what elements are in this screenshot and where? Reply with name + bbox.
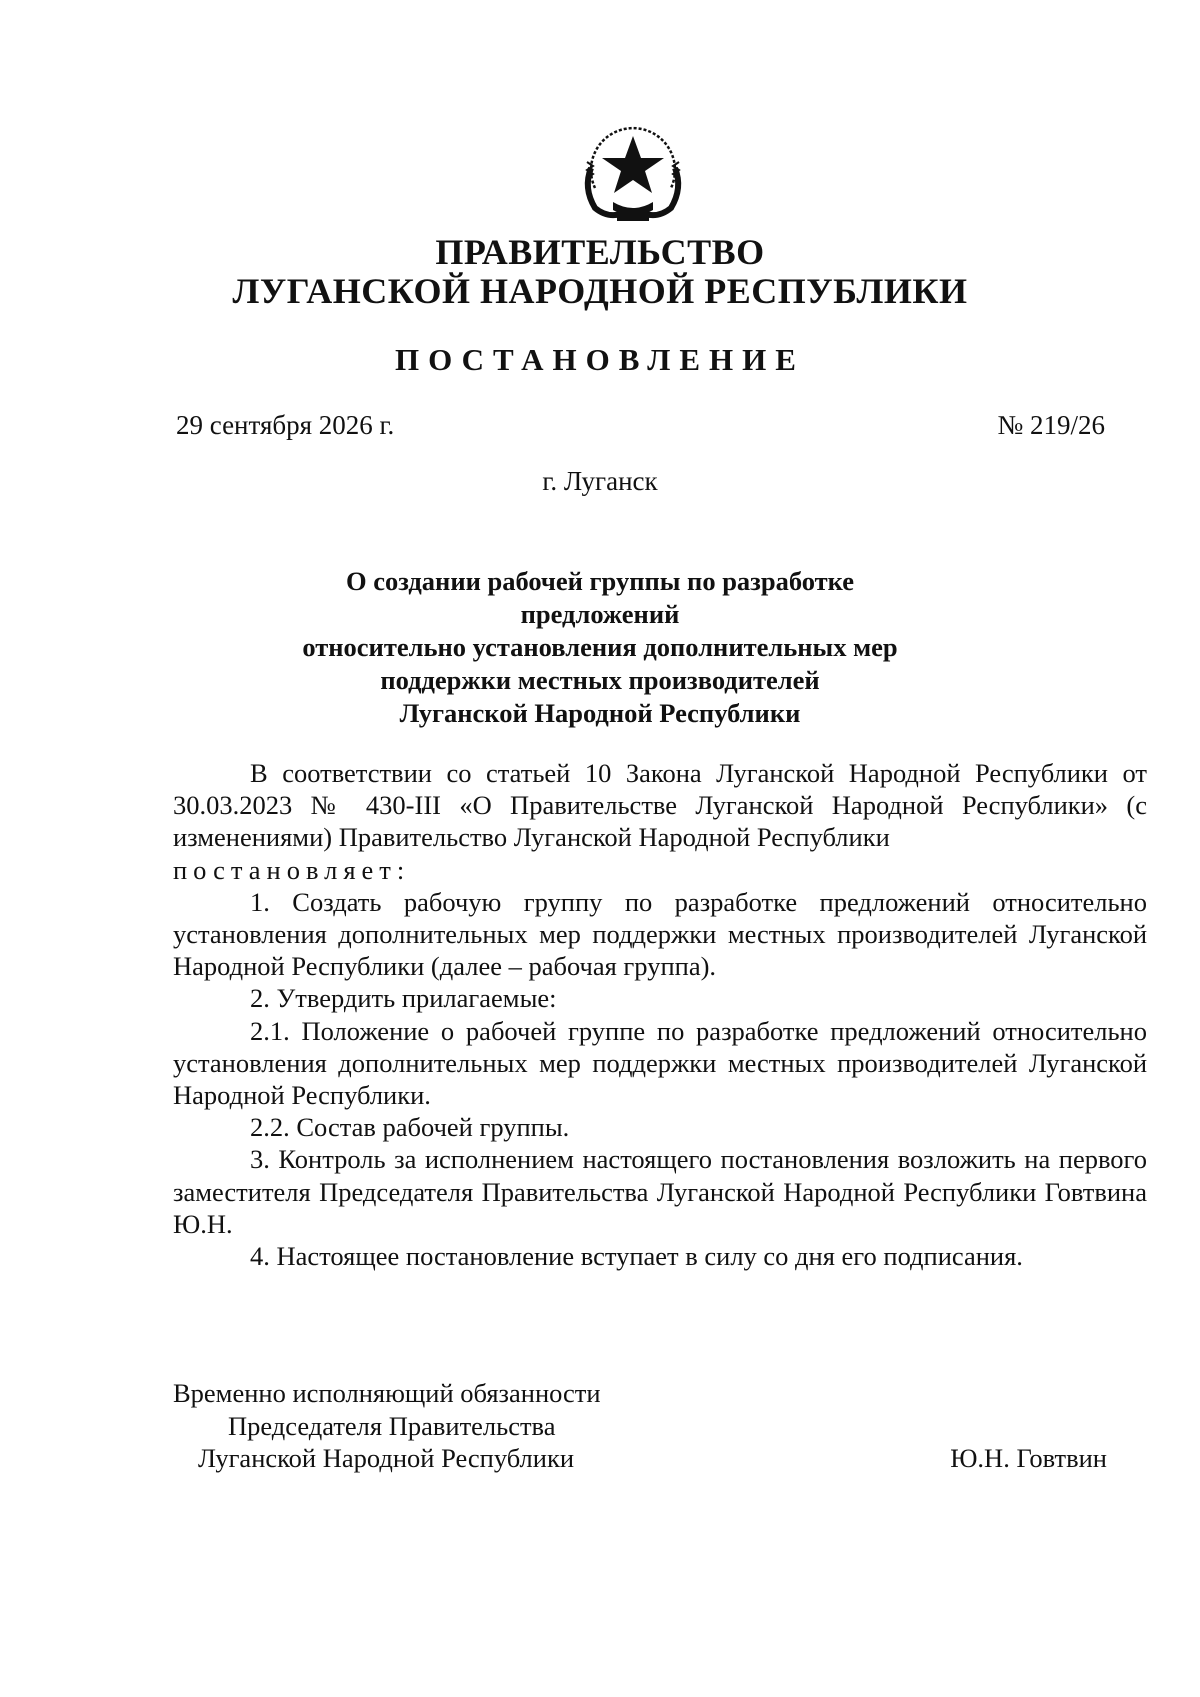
document-number: № 219/26 [997, 410, 1105, 440]
item-3: 3. Контроль за исполнением настоящего постановления возложить на первого заместителя Председателя Правительства Луганской Народной Республики Говтвина Ю.Н. [173, 1144, 1147, 1239]
decree-word: постановляет: [173, 854, 411, 885]
item-2-2: 2.2. Состав рабочей группы. [250, 1112, 570, 1143]
document-subject [270, 565, 930, 730]
signatory-position-line: Луганской Народной Республики [198, 1443, 575, 1473]
preamble-paragraph: В соответствии со статьей 10 Закона Луганской Народной Республики от 30.03.2023 № 430-III «О Правительстве Луганской Народной Республики» (с изменениями) Правительство Луганской Народной Республики [173, 758, 1147, 853]
document-body [173, 757, 1147, 1272]
item-1: 1. Создать рабочую группу по разработке предложений относительно установления дополнительных мер поддержки местных производителей Луганской Народной Республики (далее – рабочая группа). [173, 886, 1147, 982]
subject-line: относительно установления дополнительных мер [302, 632, 898, 662]
signatory-position [173, 1377, 601, 1475]
document-date: 29 сентября 2026 г. [176, 410, 395, 440]
signatory-name: Ю.Н. Говтвин [950, 1443, 1107, 1473]
item-4: 4. Настоящее постановление вступает в силу со дня его подписания. [250, 1241, 1023, 1272]
signatory-position-line: Временно исполняющий обязанности [173, 1378, 601, 1408]
government-name-line2: ЛУГАНСКОЙ НАРОДНОЙ РЕСПУБЛИКИ [232, 271, 968, 311]
document-city: г. Луганск [542, 466, 658, 496]
subject-line: Луганской Народной Республики [399, 698, 801, 728]
signatory-position-line: Председателя Правительства [228, 1410, 556, 1441]
subject-line: поддержки местных производителей [380, 665, 820, 695]
item-2: 2. Утвердить прилагаемые: [250, 983, 557, 1014]
item-2-1: 2.1. Положение о рабочей группе по разработке предложений относительно установления дополнительных мер поддержки местных производителей Луганской Народной Республики. [173, 1015, 1147, 1111]
coat-of-arms-emblem-icon [573, 118, 693, 226]
subject-line: О создании рабочей группы по разработке предложений [345, 566, 855, 629]
government-name-line1: ПРАВИТЕЛЬСТВО [435, 232, 765, 272]
document-type-title: ПОСТАНОВЛЕНИЕ [395, 342, 805, 377]
